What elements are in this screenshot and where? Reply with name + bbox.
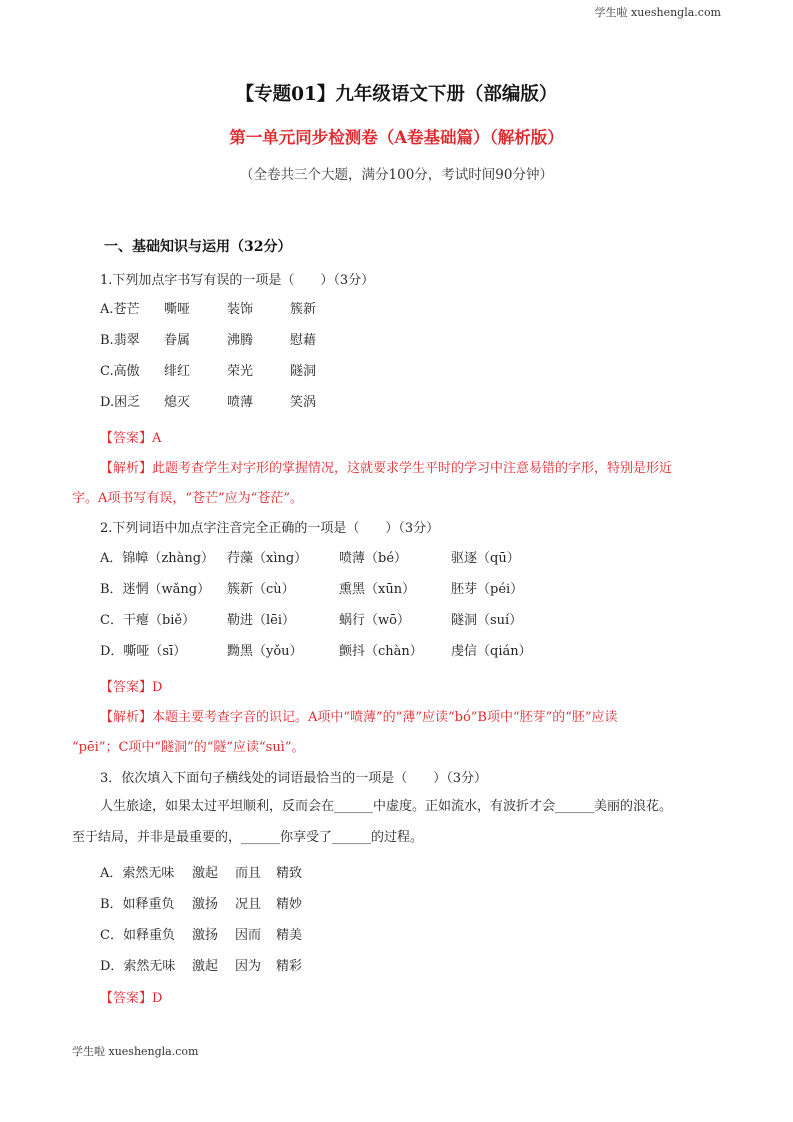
option-word: C．干瘪（biě） bbox=[100, 613, 196, 628]
option-word: 笑涡 bbox=[290, 395, 317, 410]
option-word: 慰藉 bbox=[290, 333, 317, 348]
option-word: A．索然无味 bbox=[100, 866, 175, 881]
option-word: 蜗行（wō） bbox=[339, 613, 410, 628]
option-word: 而且 bbox=[235, 866, 262, 881]
option-word: 眷属 bbox=[164, 333, 191, 348]
option-word: B．如释重负 bbox=[100, 897, 175, 912]
section-heading: 一、基础知识与运用（32分） bbox=[104, 239, 292, 255]
option-word: C.高傲 bbox=[100, 364, 140, 379]
option-word: 激扬 bbox=[192, 928, 219, 943]
option-word: 沸腾 bbox=[227, 333, 254, 348]
question-3-answer: 【答案】D bbox=[100, 991, 163, 1006]
option-word: 因为 bbox=[235, 959, 262, 974]
page-subtitle: 第一单元同步检测卷（A卷基础篇）（解析版） bbox=[229, 128, 564, 147]
option-word: A．锦幛（zhàng） bbox=[100, 551, 215, 566]
option-word: 激扬 bbox=[192, 897, 219, 912]
watermark-top: 学生啦 xueshengla.com bbox=[594, 6, 721, 19]
option-word: 精美 bbox=[276, 928, 303, 943]
question-1-answer: 【答案】A bbox=[100, 431, 162, 446]
option-word: 簇新 bbox=[290, 302, 317, 317]
option-word: 因而 bbox=[235, 928, 262, 943]
option-word: 喷薄（bé） bbox=[339, 551, 408, 566]
page-title: 【专题01】九年级语文下册（部编版） bbox=[235, 84, 558, 105]
option-word: D.困乏 bbox=[100, 395, 141, 410]
option-word: 精彩 bbox=[276, 959, 303, 974]
option-word: 精妙 bbox=[276, 897, 303, 912]
option-word: 激起 bbox=[192, 959, 219, 974]
option-word: 绯红 bbox=[164, 364, 191, 379]
watermark-bottom: 学生啦 xueshengla.com bbox=[72, 1045, 199, 1058]
option-word: 精致 bbox=[276, 866, 303, 881]
question-3-stem: 3．依次填入下面句子横线处的词语最恰当的一项是（ ）（3分） bbox=[100, 771, 488, 786]
option-word: 虔信（qián） bbox=[451, 644, 532, 659]
exam-info: （全卷共三个大题，满分100分，考试时间90分钟） bbox=[240, 167, 553, 183]
option-word: 熏黑（xūn） bbox=[339, 582, 416, 597]
option-word: 荣光 bbox=[227, 364, 254, 379]
question-2-answer: 【答案】D bbox=[100, 680, 163, 695]
question-1-analysis-line-1: 【解析】此题考查学生对字形的掌握情况，这就要求学生平时的学习中注意易错的字形，特别是形近 bbox=[100, 461, 673, 476]
question-3-passage-line-1: 人生旅途，如果太过平坦顺利，反而会在______中虚度。正如流水，有波折才会______美丽的浪花。 bbox=[100, 799, 673, 814]
option-word: 喷薄 bbox=[227, 395, 254, 410]
question-2-analysis-line-1: 【解析】本题主要考查字音的识记。A项中“喷薄”的“薄”应读“bó”B项中“胚芽”的“胚”应读 bbox=[100, 710, 618, 725]
option-word: C．如释重负 bbox=[100, 928, 175, 943]
option-word: 颤抖（chàn） bbox=[339, 644, 423, 659]
option-word: 隧洞 bbox=[290, 364, 317, 379]
option-word: 况且 bbox=[235, 897, 262, 912]
question-1-analysis-line-2: 字。A项书写有误，“苍芒”应为“苍茫”。 bbox=[72, 491, 303, 506]
option-word: 熄灭 bbox=[164, 395, 191, 410]
option-word: 驱逐（qū） bbox=[451, 551, 520, 566]
question-2-analysis-line-2: “pēi”；C项中“隧洞”的“隧”应读“suì”。 bbox=[72, 740, 305, 755]
option-word: 荇藻（xìng） bbox=[227, 551, 308, 566]
option-word: B．迷惘（wǎng） bbox=[100, 582, 211, 597]
option-word: 勒进（lēi） bbox=[227, 613, 296, 628]
option-word: 激起 bbox=[192, 866, 219, 881]
option-word: 隧洞（suí） bbox=[451, 613, 523, 628]
option-word: 黝黑（yǒu） bbox=[227, 644, 303, 659]
option-word: A.苍芒 bbox=[100, 302, 140, 317]
question-1-stem: 1.下列加点字书写有误的一项是（ ）（3分） bbox=[100, 273, 375, 288]
option-word: D．索然无味 bbox=[100, 959, 176, 974]
option-word: 嘶哑 bbox=[164, 302, 191, 317]
option-word: 胚芽（péi） bbox=[451, 582, 524, 597]
question-3-passage-line-2: 至于结局，并非是最重要的，______你享受了______的过程。 bbox=[72, 830, 424, 845]
option-word: 簇新（cù） bbox=[227, 582, 295, 597]
option-word: D．嘶哑（sī） bbox=[100, 644, 187, 659]
option-word: 装饰 bbox=[227, 302, 254, 317]
option-word: B.翡翠 bbox=[100, 333, 140, 348]
question-2-stem: 2.下列词语中加点字注音完全正确的一项是（ ）（3分） bbox=[100, 521, 440, 536]
